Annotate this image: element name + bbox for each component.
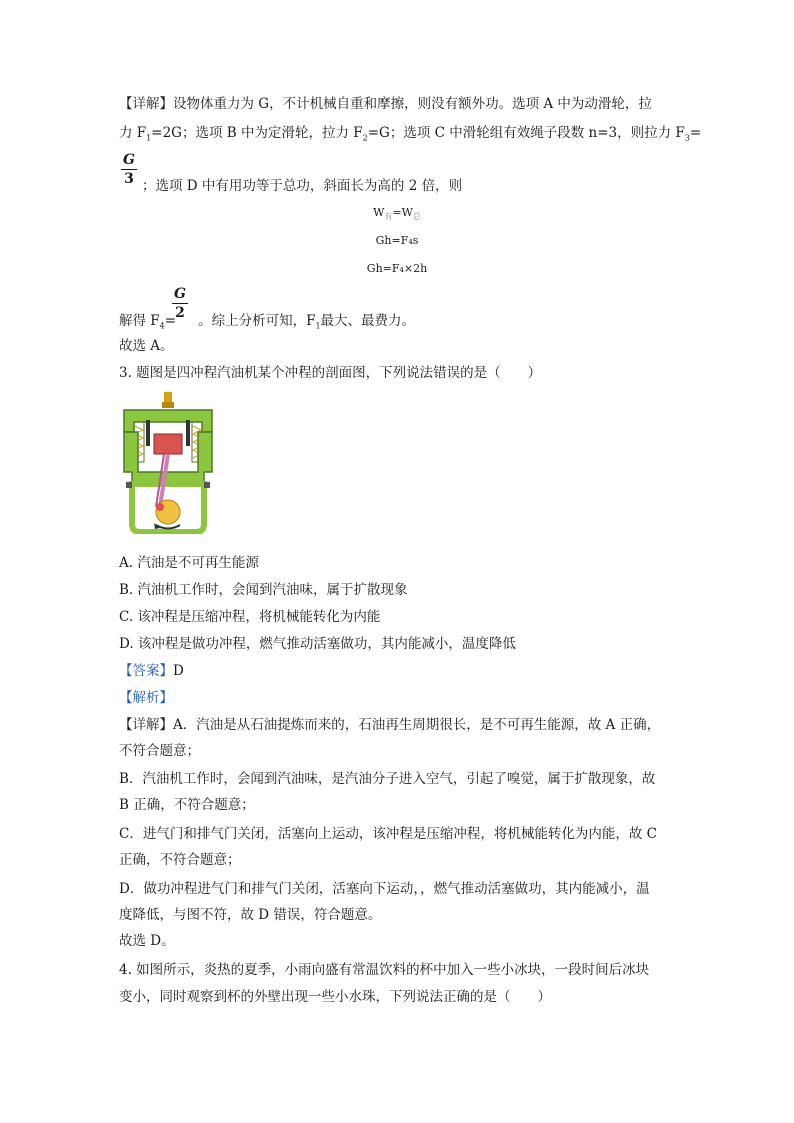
intake-valve bbox=[146, 420, 150, 446]
option-d: D. 该冲程是做功冲程，燃气推动活塞做功，其内能减小，温度降低 bbox=[119, 636, 516, 652]
question-4-line-1: 4. 如图所示，炎热的夏季，小雨向盛有常温饮料的杯中加入一些小冰块，一段时间后冰块 bbox=[119, 962, 650, 978]
detail-line-2: 力 $F_1=2G$；选项 B 中为定滑轮，拉力 $F_2=G$；选项 C 中滑轮组有效绳子段数 n=3，则拉力 $F_3=$ bbox=[119, 125, 702, 143]
detail-line-4: 解得 $F_4=$ 。综上分析可知，$F_1$最大、最费力。 bbox=[119, 313, 416, 331]
conclusion-1: 故选 A。 bbox=[119, 338, 174, 354]
option-a: A. 汽油是不可再生能源 bbox=[119, 555, 259, 571]
analysis-line-6: 正确，不符合题意； bbox=[119, 852, 241, 868]
engine-cross-section-diagram bbox=[118, 392, 218, 534]
question-4-line-2: 变小，同时观察到杯的外壁出现一些小水珠，下列说法正确的是（ ） bbox=[119, 989, 551, 1005]
analysis-line-1: 【详解】A．汽油是从石油提炼而来的，石油再生周期很长，是不可再生能源，故 A 正确， bbox=[119, 717, 661, 733]
exhaust-valve bbox=[186, 420, 190, 446]
analysis-line-8: 度降低，与图不符，故 D 错误，符合题意。 bbox=[119, 907, 382, 923]
analysis-line-4: B 正确，不符合题意； bbox=[119, 797, 255, 813]
option-c: C. 该冲程是压缩冲程，将机械能转化为内能 bbox=[119, 609, 381, 625]
equation-work: $W_有=W_总$ bbox=[373, 206, 421, 222]
equation-gh-fs: Gh=F₄s bbox=[375, 234, 419, 247]
analysis-line-5: C．进气门和排气门关闭，活塞向上运动，该冲程是压缩冲程，将机械能转化为内能，故 C bbox=[119, 826, 657, 842]
answer-value: D bbox=[173, 663, 184, 679]
answer-label: 【答案】 bbox=[119, 663, 173, 679]
equation-gh-f4-2h: Gh=F₄×2h bbox=[366, 262, 428, 275]
spark-plug-base bbox=[162, 402, 174, 408]
analysis-line-3: B．汽油机工作时，会闻到汽油味，是汽油分子进入空气，引起了嗅觉，属于扩散现象，故 bbox=[119, 771, 656, 787]
fraction-g-over-3: G 3 bbox=[119, 152, 139, 187]
detail-line-1: 【详解】设物体重力为 G，不计机械自重和摩擦，则没有额外功。选项 A 中为动滑轮，拉 bbox=[119, 96, 652, 112]
analysis-line-2: 不符合题意； bbox=[119, 743, 200, 759]
analysis-line-7: D．做功冲程进气门和排气门关闭，活塞向下运动，，燃气推动活塞做功，其内能减小，温 bbox=[119, 881, 650, 897]
option-b: B. 汽油机工作时，会闻到汽油味，属于扩散现象 bbox=[119, 582, 408, 598]
fraction-g-over-2: G 2 bbox=[170, 286, 190, 321]
question-3-stem: 3. 题图是四冲程汽油机某个冲程的剖面图，下列说法错误的是（ ） bbox=[119, 365, 542, 381]
detail-line-3: ；选项 D 中有用功等于总功，斜面长为高的 2 倍，则 bbox=[142, 178, 463, 194]
piston bbox=[154, 434, 182, 454]
crank-pin bbox=[156, 503, 164, 511]
conclusion-3: 故选 D。 bbox=[119, 933, 175, 949]
analysis-label: 【解析】 bbox=[119, 690, 173, 706]
answer-line bbox=[119, 661, 184, 681]
